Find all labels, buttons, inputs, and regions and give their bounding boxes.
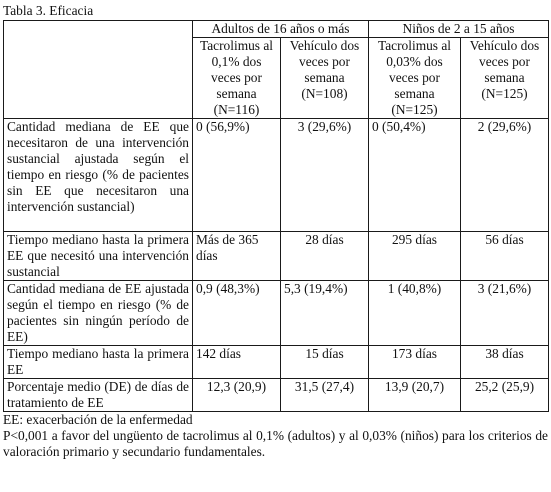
group-header-children: Niños de 2 a 15 años	[369, 21, 549, 38]
column-header-vehicle-adults: Vehículo dos veces por semana (N=108)	[281, 38, 369, 119]
table-footnotes	[3, 412, 548, 460]
row-label: Cantidad mediana de EE ajustada según el tiempo en riesgo (% de pacientes sin ningún período de EE)	[4, 281, 193, 346]
table-row	[4, 119, 549, 232]
header-corner-cell	[4, 21, 193, 119]
table-cell: 28 días	[281, 232, 369, 281]
table-cell: 0 (56,9%)	[193, 119, 281, 232]
table-row	[4, 232, 549, 281]
table-cell: 56 días	[461, 232, 549, 281]
table-cell: 295 días	[369, 232, 461, 281]
table-cell: Más de 365 días	[193, 232, 281, 281]
table-cell: 142 días	[193, 346, 281, 379]
table-cell: 0 (50,4%)	[369, 119, 461, 232]
group-header-row	[4, 21, 549, 38]
table-cell: 38 días	[461, 346, 549, 379]
column-header-tacrolimus-children: Tacrolimus al 0,03% dos veces por semana (N=125)	[369, 38, 461, 119]
row-label: Tiempo mediano hasta la primera EE	[4, 346, 193, 379]
row-label: Porcentaje medio (DE) de días de tratamiento de EE	[4, 379, 193, 412]
row-label: Tiempo mediano hasta la primera EE que necesitó una intervención sustancial	[4, 232, 193, 281]
row-label: Cantidad mediana de EE que necesitaron de una intervención sustancial ajustada según el tiempo en riesgo (% de pacientes sin EE que necesitaron una intervención sustancial)	[4, 119, 193, 232]
table-cell: 2 (29,6%)	[461, 119, 549, 232]
column-header-vehicle-children: Vehículo dos veces por semana (N=125)	[461, 38, 549, 119]
table-row	[4, 346, 549, 379]
table-cell: 1 (40,8%)	[369, 281, 461, 346]
table-cell: 3 (21,6%)	[461, 281, 549, 346]
table-cell: 15 días	[281, 346, 369, 379]
table-cell: 13,9 (20,7)	[369, 379, 461, 412]
footnote-p-value: P<0,001 a favor del ungüento de tacrolimus al 0,1% (adultos) y al 0,03% (niños) para los criterios de valoración primario y secundario fundamentales.	[3, 428, 548, 459]
table-cell: 12,3 (20,9)	[193, 379, 281, 412]
table-row	[4, 379, 549, 412]
table-cell: 0,9 (48,3%)	[193, 281, 281, 346]
footnote-abbreviation: EE: exacerbación de la enfermedad	[3, 412, 193, 427]
table-cell: 25,2 (25,9)	[461, 379, 549, 412]
column-header-tacrolimus-adults: Tacrolimus al 0,1% dos veces por semana (N=116)	[193, 38, 281, 119]
efficacy-table	[3, 20, 549, 412]
table-caption: Tabla 3. Eficacia	[3, 3, 94, 18]
table-cell: 173 días	[369, 346, 461, 379]
table-cell: 5,3 (19,4%)	[281, 281, 369, 346]
table-cell: 31,5 (27,4)	[281, 379, 369, 412]
table-cell: 3 (29,6%)	[281, 119, 369, 232]
table-row	[4, 281, 549, 346]
document-page	[3, 3, 548, 460]
group-header-adults: Adultos de 16 años o más	[193, 21, 369, 38]
